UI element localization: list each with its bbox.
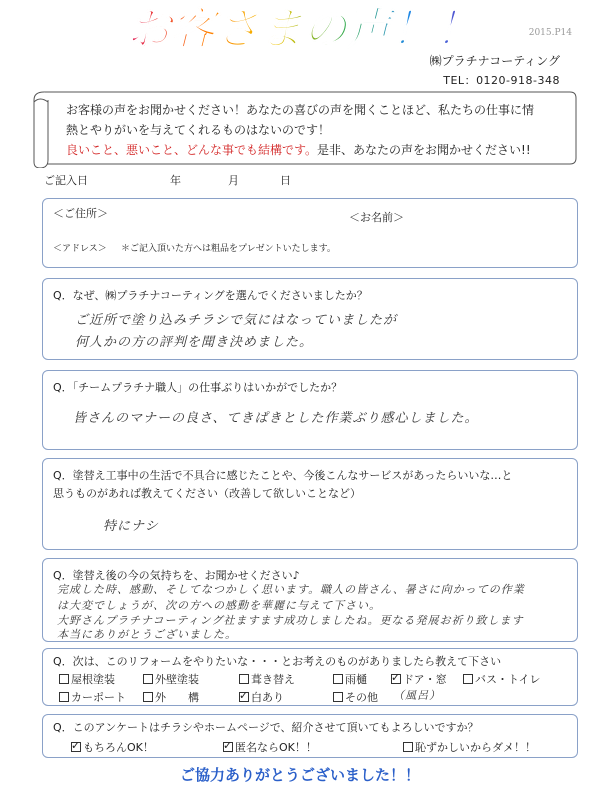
question-5-box	[42, 648, 578, 706]
publish-option[interactable]	[223, 739, 317, 755]
publish-option-label: 匿名ならOK！！	[235, 741, 317, 754]
intro-scroll	[30, 88, 578, 168]
question-2-box	[42, 370, 578, 450]
reform-option[interactable]	[239, 671, 295, 687]
question-1-box	[42, 278, 578, 360]
answer-1-line-1: ご近所で塗り込みチラシで気にはなっていましたが	[75, 313, 398, 328]
answer-4-line-1: 完成した時、感動、そしてなつかしく思います。職人の皆さん、暑さに向かっての作業	[57, 583, 525, 596]
question-4: Q．塗替え後の今の気持ちを、お聞かせください♪	[53, 569, 300, 582]
checkbox[interactable]	[463, 674, 473, 684]
reform-option-label: カーポート	[71, 691, 126, 704]
phone-number: TEL：0120-918-348	[443, 74, 560, 87]
checkbox[interactable]	[71, 742, 81, 752]
reform-option[interactable]	[143, 689, 199, 705]
reform-option[interactable]	[391, 671, 447, 687]
answer-4-line-3: 大野さんプラチナコーティング社ますます成功しましたね。更なる発展お祈り致します	[57, 614, 524, 627]
publish-option-label: 恥ずかしいからダメ！！	[415, 741, 536, 754]
date-day-label: 日	[280, 174, 291, 187]
reform-option[interactable]	[59, 671, 115, 687]
reform-option-label: 外 構	[155, 691, 199, 704]
reform-option[interactable]	[239, 689, 284, 705]
reform-option[interactable]	[143, 671, 199, 687]
checkbox[interactable]	[223, 742, 233, 752]
date-month-label: 月	[228, 174, 239, 187]
name-label: ＜お名前＞	[349, 211, 404, 224]
checkbox[interactable]	[239, 692, 249, 702]
checkbox[interactable]	[333, 674, 343, 684]
question-3-line-1: Q．塗替え工事中の生活で不具合に感じたことや、今後こんなサービスがあったらいいな…と	[53, 469, 513, 482]
date-row	[44, 172, 304, 190]
checkbox[interactable]	[59, 674, 69, 684]
gift-note: ＊ご記入頂いた方へは粗品をプレゼントいたします。	[121, 244, 336, 254]
checkbox[interactable]	[143, 674, 153, 684]
date-year-label: 年	[170, 174, 181, 187]
reform-option[interactable]	[463, 671, 540, 687]
contact-box	[42, 198, 578, 268]
answer-2: 皆さんのマナーの良さ、てきぱきとした作業ぶり感心しました。	[73, 411, 479, 426]
company-name: ㈱プラチナコーティング	[429, 54, 560, 68]
intro-line-2: 熱とやりがいを与えてくれるものはないのです！	[66, 123, 331, 137]
publish-option[interactable]	[403, 739, 536, 755]
answer-3: 特にナシ	[103, 519, 159, 534]
reform-option[interactable]	[333, 671, 367, 687]
publish-option[interactable]	[71, 739, 154, 755]
question-3-line-2: 思うものがあれば教えてください（改善して欲しいことなど）	[53, 487, 361, 500]
reform-option-label: 外壁塗装	[155, 673, 199, 686]
question-3-box	[42, 458, 578, 550]
reform-option-label: その他	[345, 691, 378, 704]
intro-line-3-rest: 是非、あなたの声をお聞かせください!!	[317, 143, 531, 157]
thanks-footer: ご協力ありがとうございました！！	[179, 766, 420, 784]
reform-option[interactable]	[59, 689, 126, 705]
reform-option-label: 屋根塗装	[71, 673, 115, 686]
checkbox[interactable]	[391, 674, 401, 684]
reform-option[interactable]	[333, 689, 378, 705]
date-label: ご記入日	[44, 174, 88, 187]
question-5: Q．次は、このリフォームをやりたいな・・・とお考えのものがありましたら教えて下さい	[53, 655, 502, 668]
publish-option-label: もちろんOK！	[83, 741, 154, 754]
checkbox[interactable]	[333, 692, 343, 702]
address-label: ＜ご住所＞	[53, 207, 108, 220]
intro-line-3-red: 良いこと、悪いこと、どんな事でも結構です。	[66, 143, 318, 157]
reform-option-label: ドア・窓	[403, 673, 447, 686]
checkbox[interactable]	[403, 742, 413, 752]
checkbox[interactable]	[143, 692, 153, 702]
question-4-box	[42, 558, 578, 642]
page-title: お客さまの声！！	[127, 4, 479, 55]
reform-option-label: バス・トイレ	[475, 673, 541, 686]
question-2: Q．「チームプラチナ職人」の仕事ぶりはいかがでしたか？	[53, 381, 343, 394]
reform-option-label: 葺き替え	[251, 673, 295, 686]
question-6: Q．このアンケートはチラシやホームページで、紹介させて頂いてもよろしいですか？	[53, 721, 479, 734]
answer-1-line-2: 何人かの方の評判を聞き決めました。	[75, 335, 314, 350]
other-note: （風呂）	[393, 689, 441, 702]
email-label: ＜アドレス＞	[53, 244, 107, 254]
answer-4-line-2: は大変でしょうが、次の方への感動を華麗に与えて下さい。	[57, 599, 381, 612]
question-1: Q．なぜ、㈱プラチナコーティングを選んでくださいましたか？	[53, 289, 368, 302]
page-stamp: 2015.P14	[528, 28, 572, 38]
reform-option-label: 白あり	[251, 691, 284, 704]
checkbox[interactable]	[59, 692, 69, 702]
question-6-box	[42, 714, 578, 758]
reform-option-label: 雨樋	[345, 673, 367, 686]
title-banner	[88, 0, 518, 56]
checkbox[interactable]	[239, 674, 249, 684]
intro-line-1: お客様の声をお聞かせください！あなたの喜びの声を聞くことほど、私たちの仕事に情	[66, 103, 535, 117]
answer-4-line-4: 本当にありがとうございました。	[57, 628, 237, 641]
